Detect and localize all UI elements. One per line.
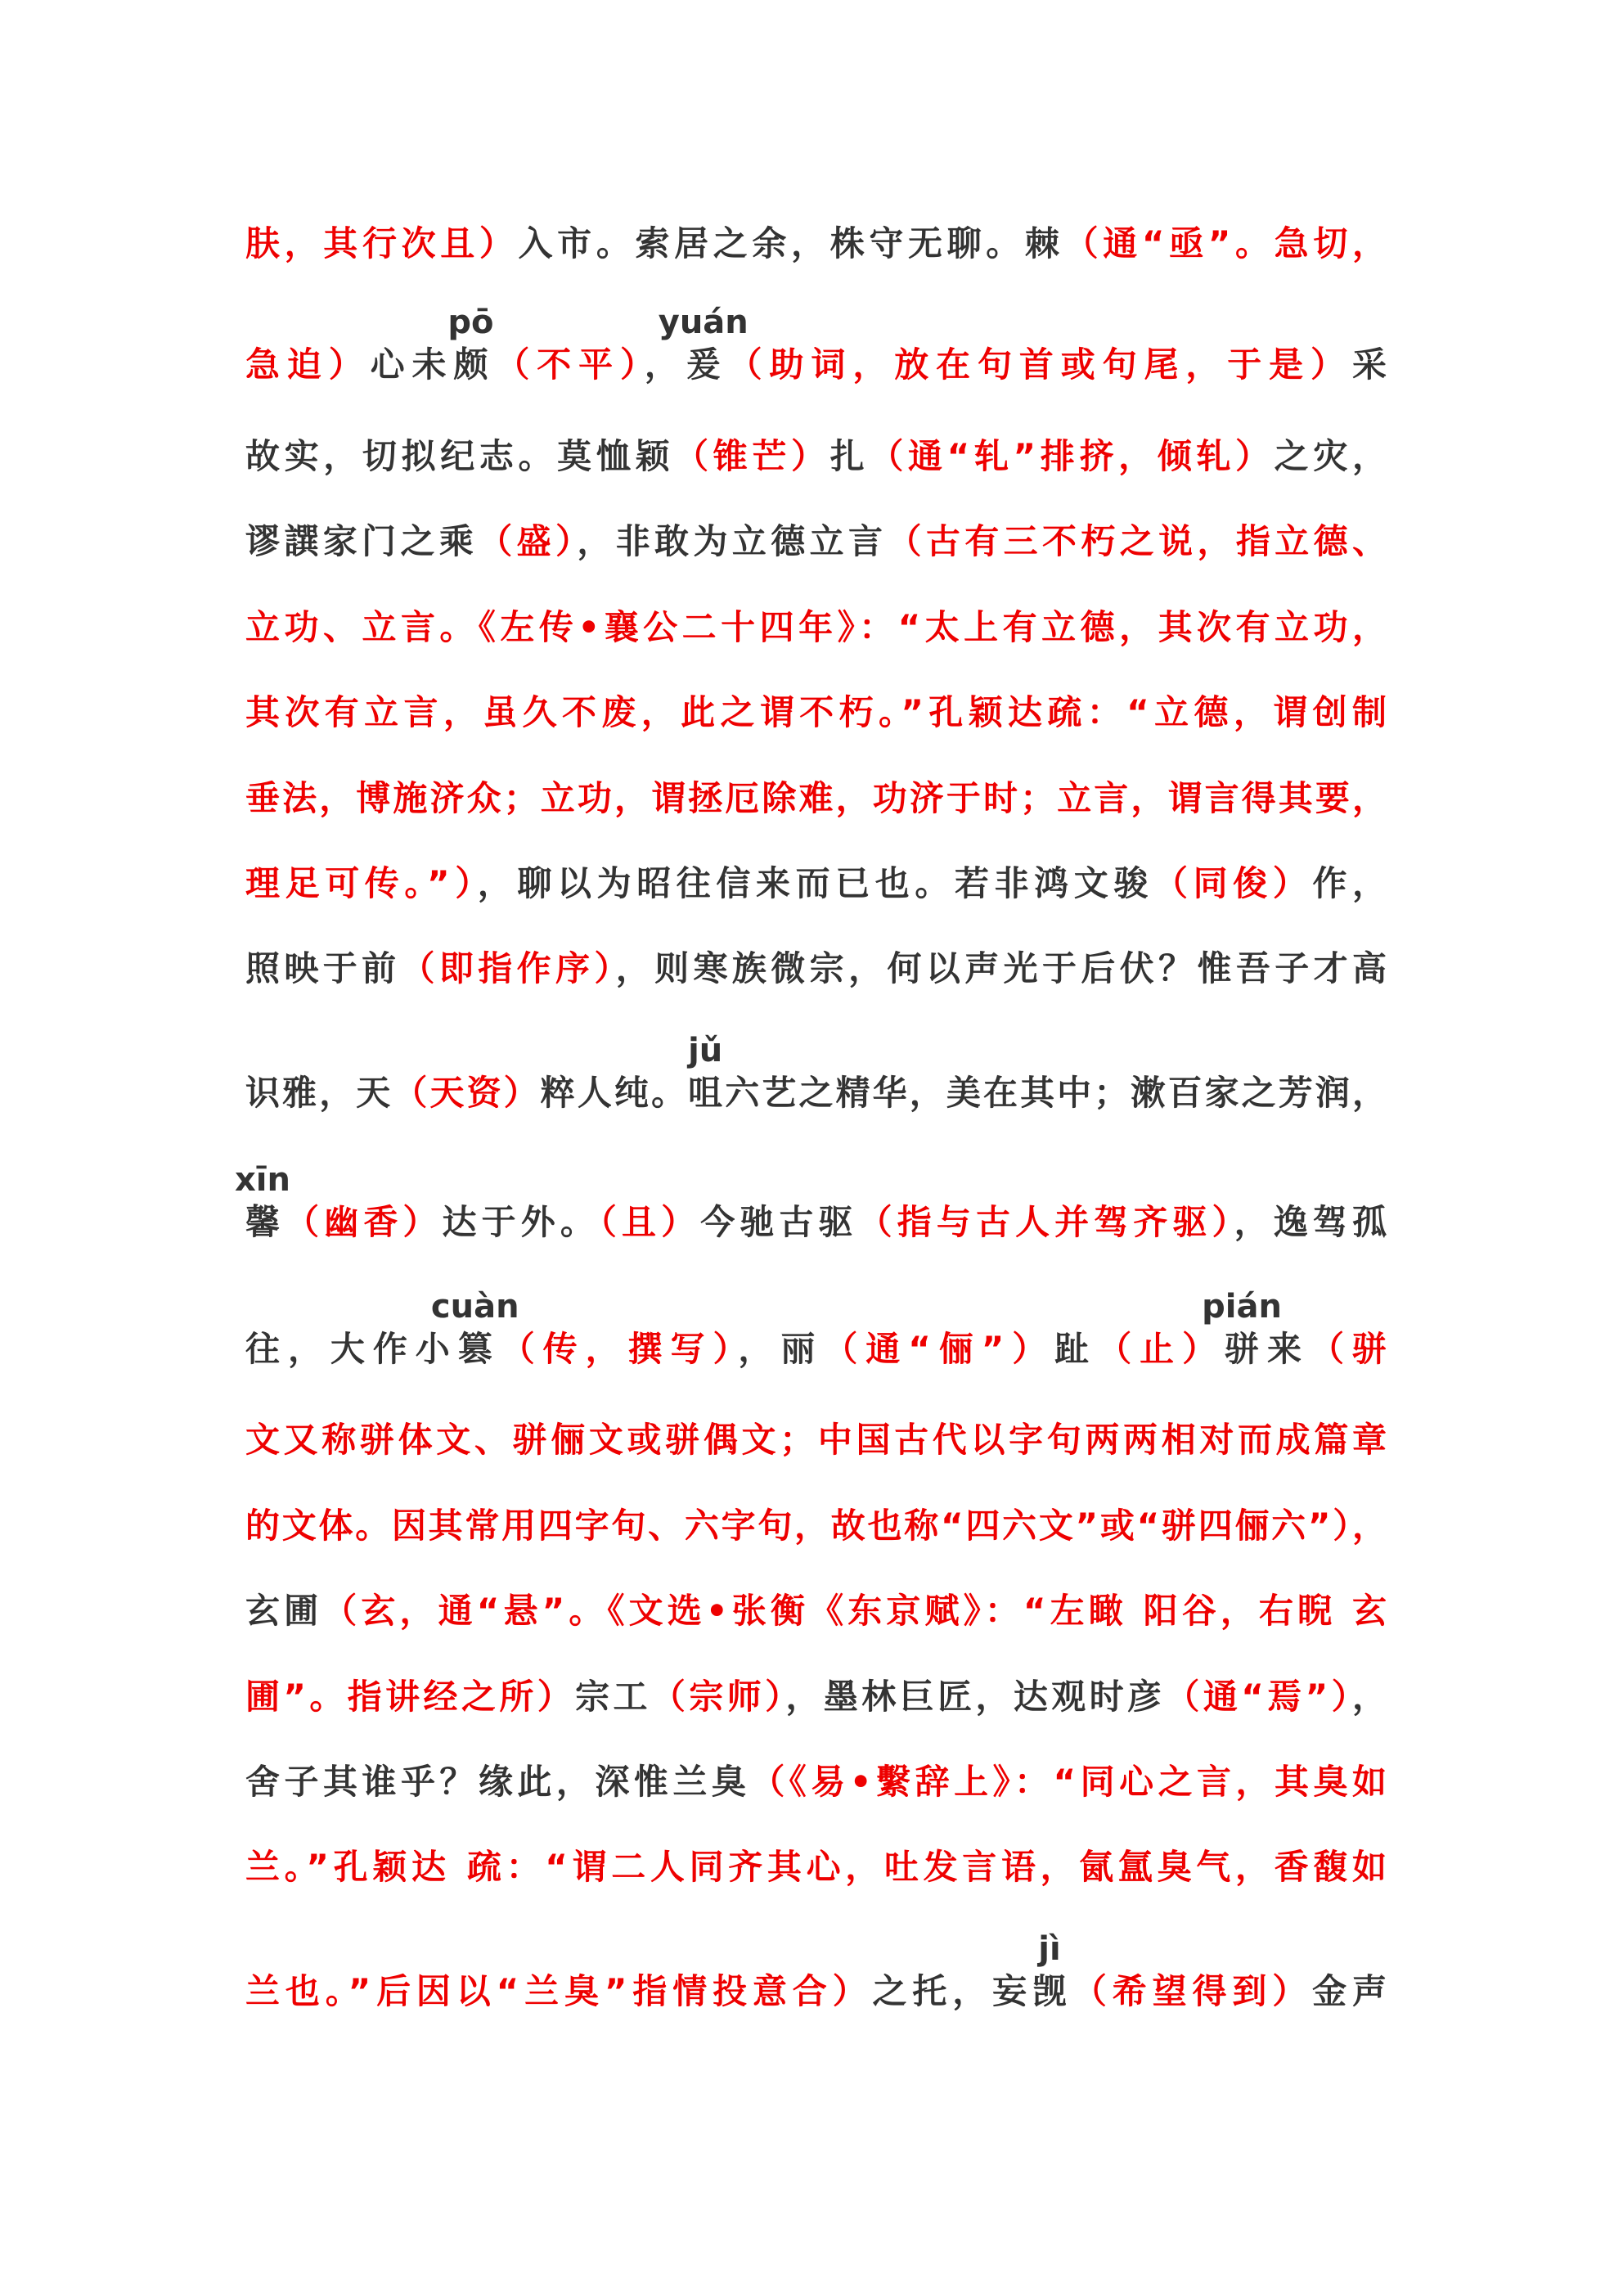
annotated-character	[658, 304, 749, 388]
text-line	[245, 1674, 1387, 1720]
body-text: 照映于前	[245, 948, 401, 988]
annotation-text: 肤，其行次且）	[245, 223, 519, 263]
annotation-text: （通“亟”。急切，	[1063, 223, 1387, 263]
annotation-text: （宗师）	[650, 1677, 786, 1717]
character: 颇	[453, 344, 488, 385]
annotation-text: （传，撰写）	[492, 1329, 739, 1369]
text-line	[245, 1844, 1387, 1890]
body-text: 故实，切拟纪志。莫恤颖	[245, 436, 675, 476]
annotation-text: （通“焉”）	[1165, 1677, 1352, 1717]
text-line	[245, 1503, 1387, 1549]
annotation-text: 立功、立言。《左传•襄公二十四年》：“太上有立德，其次有立功，	[245, 607, 1387, 647]
annotation-text: （骈	[1309, 1329, 1387, 1369]
annotation-text: 其次有立言，虽久不废，此之谓不朽。”孔颖达疏：“立德，谓创制	[245, 692, 1387, 732]
character: 咀	[688, 1073, 723, 1113]
annotation-text: （同俊）	[1153, 863, 1313, 903]
body-text: 往，大作小	[245, 1329, 458, 1369]
annotated-character	[235, 1161, 290, 1245]
character: 爰	[686, 344, 721, 385]
annotation-text: （且）	[599, 1202, 701, 1242]
body-text: 来	[1259, 1329, 1310, 1369]
body-text: ，则寒族微宗，何以声光于后伏？惟吾子才高	[615, 948, 1387, 988]
body-text: 今驰古驱	[700, 1202, 858, 1242]
annotation-text: （《易•繫辞上》：“同心之言，其臭如	[750, 1762, 1387, 1802]
body-text: ，丽	[738, 1329, 824, 1369]
text-line	[235, 1161, 1387, 1245]
body-text: 之托，妄	[872, 1971, 1033, 2011]
annotation-text: 急迫）	[245, 344, 371, 385]
body-text: 采	[1351, 344, 1387, 385]
body-text: 谬譔家门之乘	[245, 521, 479, 561]
annotation-text: （不平）	[488, 344, 645, 385]
text-line	[245, 1588, 1387, 1634]
body-text: 舍子其谁乎？缘此，深惟兰臭	[245, 1762, 751, 1802]
character: 觊	[1032, 1971, 1068, 2011]
annotation-text: （玄，通“悬”。《文选•张衡《东京赋》：“左瞰 阳谷，右睨 玄	[322, 1591, 1387, 1631]
body-text: 识雅，天	[245, 1073, 393, 1113]
body-text: 入市。索居之余，株守无聊。棘	[518, 223, 1064, 263]
body-text: ，	[644, 344, 686, 385]
body-text: 趾	[1054, 1329, 1098, 1369]
text-line	[245, 1032, 1387, 1116]
annotation-text: （幽香）	[280, 1202, 443, 1242]
body-text: ，墨林巨匠，达观时彦	[785, 1677, 1166, 1717]
pinyin-annotation: pián	[1202, 1288, 1282, 1326]
text-line	[245, 1417, 1387, 1463]
annotated-character	[447, 304, 494, 388]
pinyin-annotation: xīn	[235, 1161, 290, 1199]
annotation-text: （盛）	[478, 521, 578, 561]
character: 馨	[245, 1202, 281, 1242]
annotated-character	[430, 1288, 519, 1372]
annotation-text: （止）	[1097, 1329, 1225, 1369]
body-text: 宗工	[575, 1677, 651, 1717]
annotation-text: 垂法，博施济众；立功，谓拯厄除难，功济于时；立言，谓言得其要，	[245, 778, 1387, 818]
pinyin-annotation: jì	[1038, 1930, 1061, 1968]
character: 骈	[1225, 1329, 1260, 1369]
pinyin-annotation: yuán	[658, 304, 749, 341]
text-line	[245, 221, 1387, 267]
annotation-text: 的文体。因其常用四字句、六字句，故也称“四六文”或“骈四俪六”），	[245, 1506, 1387, 1546]
annotation-text: （指与古人并驾齐驱）	[857, 1202, 1234, 1242]
annotation-text: （通“俪”）	[823, 1329, 1055, 1369]
body-text: 金声	[1312, 1971, 1387, 2011]
pinyin-annotation: pō	[447, 304, 494, 341]
text-line	[245, 1759, 1387, 1805]
text-line	[245, 690, 1387, 736]
body-text: 之灾，	[1274, 436, 1387, 476]
annotation-text: （希望得到）	[1067, 1971, 1313, 2011]
text-line	[245, 861, 1387, 907]
text-line	[245, 605, 1387, 651]
annotation-text: （助词，放在句首或句尾，于是）	[720, 344, 1352, 385]
body-text: ，非敢为立德立言	[577, 521, 888, 561]
text-line	[245, 1930, 1387, 2015]
body-text: 扎	[829, 436, 870, 476]
text-line	[245, 776, 1387, 822]
annotation-text: （通“轧”排挤，倾轧）	[869, 436, 1275, 476]
body-text: 六艺之精华，美在其中；漱百家之芳润，	[722, 1073, 1387, 1113]
annotation-text: 理足可传。”）	[245, 863, 478, 903]
body-text: ，聊以为昭往信来而已也。若非鸿文骏	[477, 863, 1153, 903]
annotated-character	[1202, 1288, 1282, 1372]
annotation-text: （锥芒）	[674, 436, 830, 476]
pinyin-annotation: jǔ	[688, 1032, 723, 1069]
body-text: 达于外。	[442, 1202, 600, 1242]
annotation-text: 兰。”孔颖达 疏：“谓二人同齐其心，吐发言语，氤氲臭气，香馥如	[245, 1847, 1387, 1887]
body-text: 作，	[1312, 863, 1387, 903]
annotation-text: 圃”。指讲经之所）	[245, 1677, 576, 1717]
body-text: 玄圃	[245, 1591, 323, 1631]
body-text: ，	[1351, 1677, 1387, 1717]
text-line	[245, 304, 1387, 388]
annotated-character	[688, 1032, 723, 1116]
text-line	[245, 519, 1387, 565]
text-line	[245, 434, 1387, 479]
annotation-text: （古有三不朽之说，指立德、	[887, 521, 1387, 561]
annotation-text: 兰也。”后因以“兰臭”指情投意合）	[245, 1971, 873, 2011]
annotated-character	[1032, 1930, 1068, 2015]
annotation-text: 文又称骈体文、骈俪文或骈偶文；中国古代以字句两两相对而成篇章	[245, 1420, 1387, 1460]
pinyin-annotation: cuàn	[430, 1288, 519, 1326]
body-text: 粹人纯。	[540, 1073, 689, 1113]
character: 篡	[457, 1329, 492, 1369]
text-line	[245, 946, 1387, 992]
annotation-text: （即指作序）	[400, 948, 616, 988]
body-text: ，逸驾孤	[1234, 1202, 1387, 1242]
text-line	[245, 1288, 1387, 1372]
annotation-text: （天资）	[393, 1073, 541, 1113]
body-text: 心未	[370, 344, 454, 385]
